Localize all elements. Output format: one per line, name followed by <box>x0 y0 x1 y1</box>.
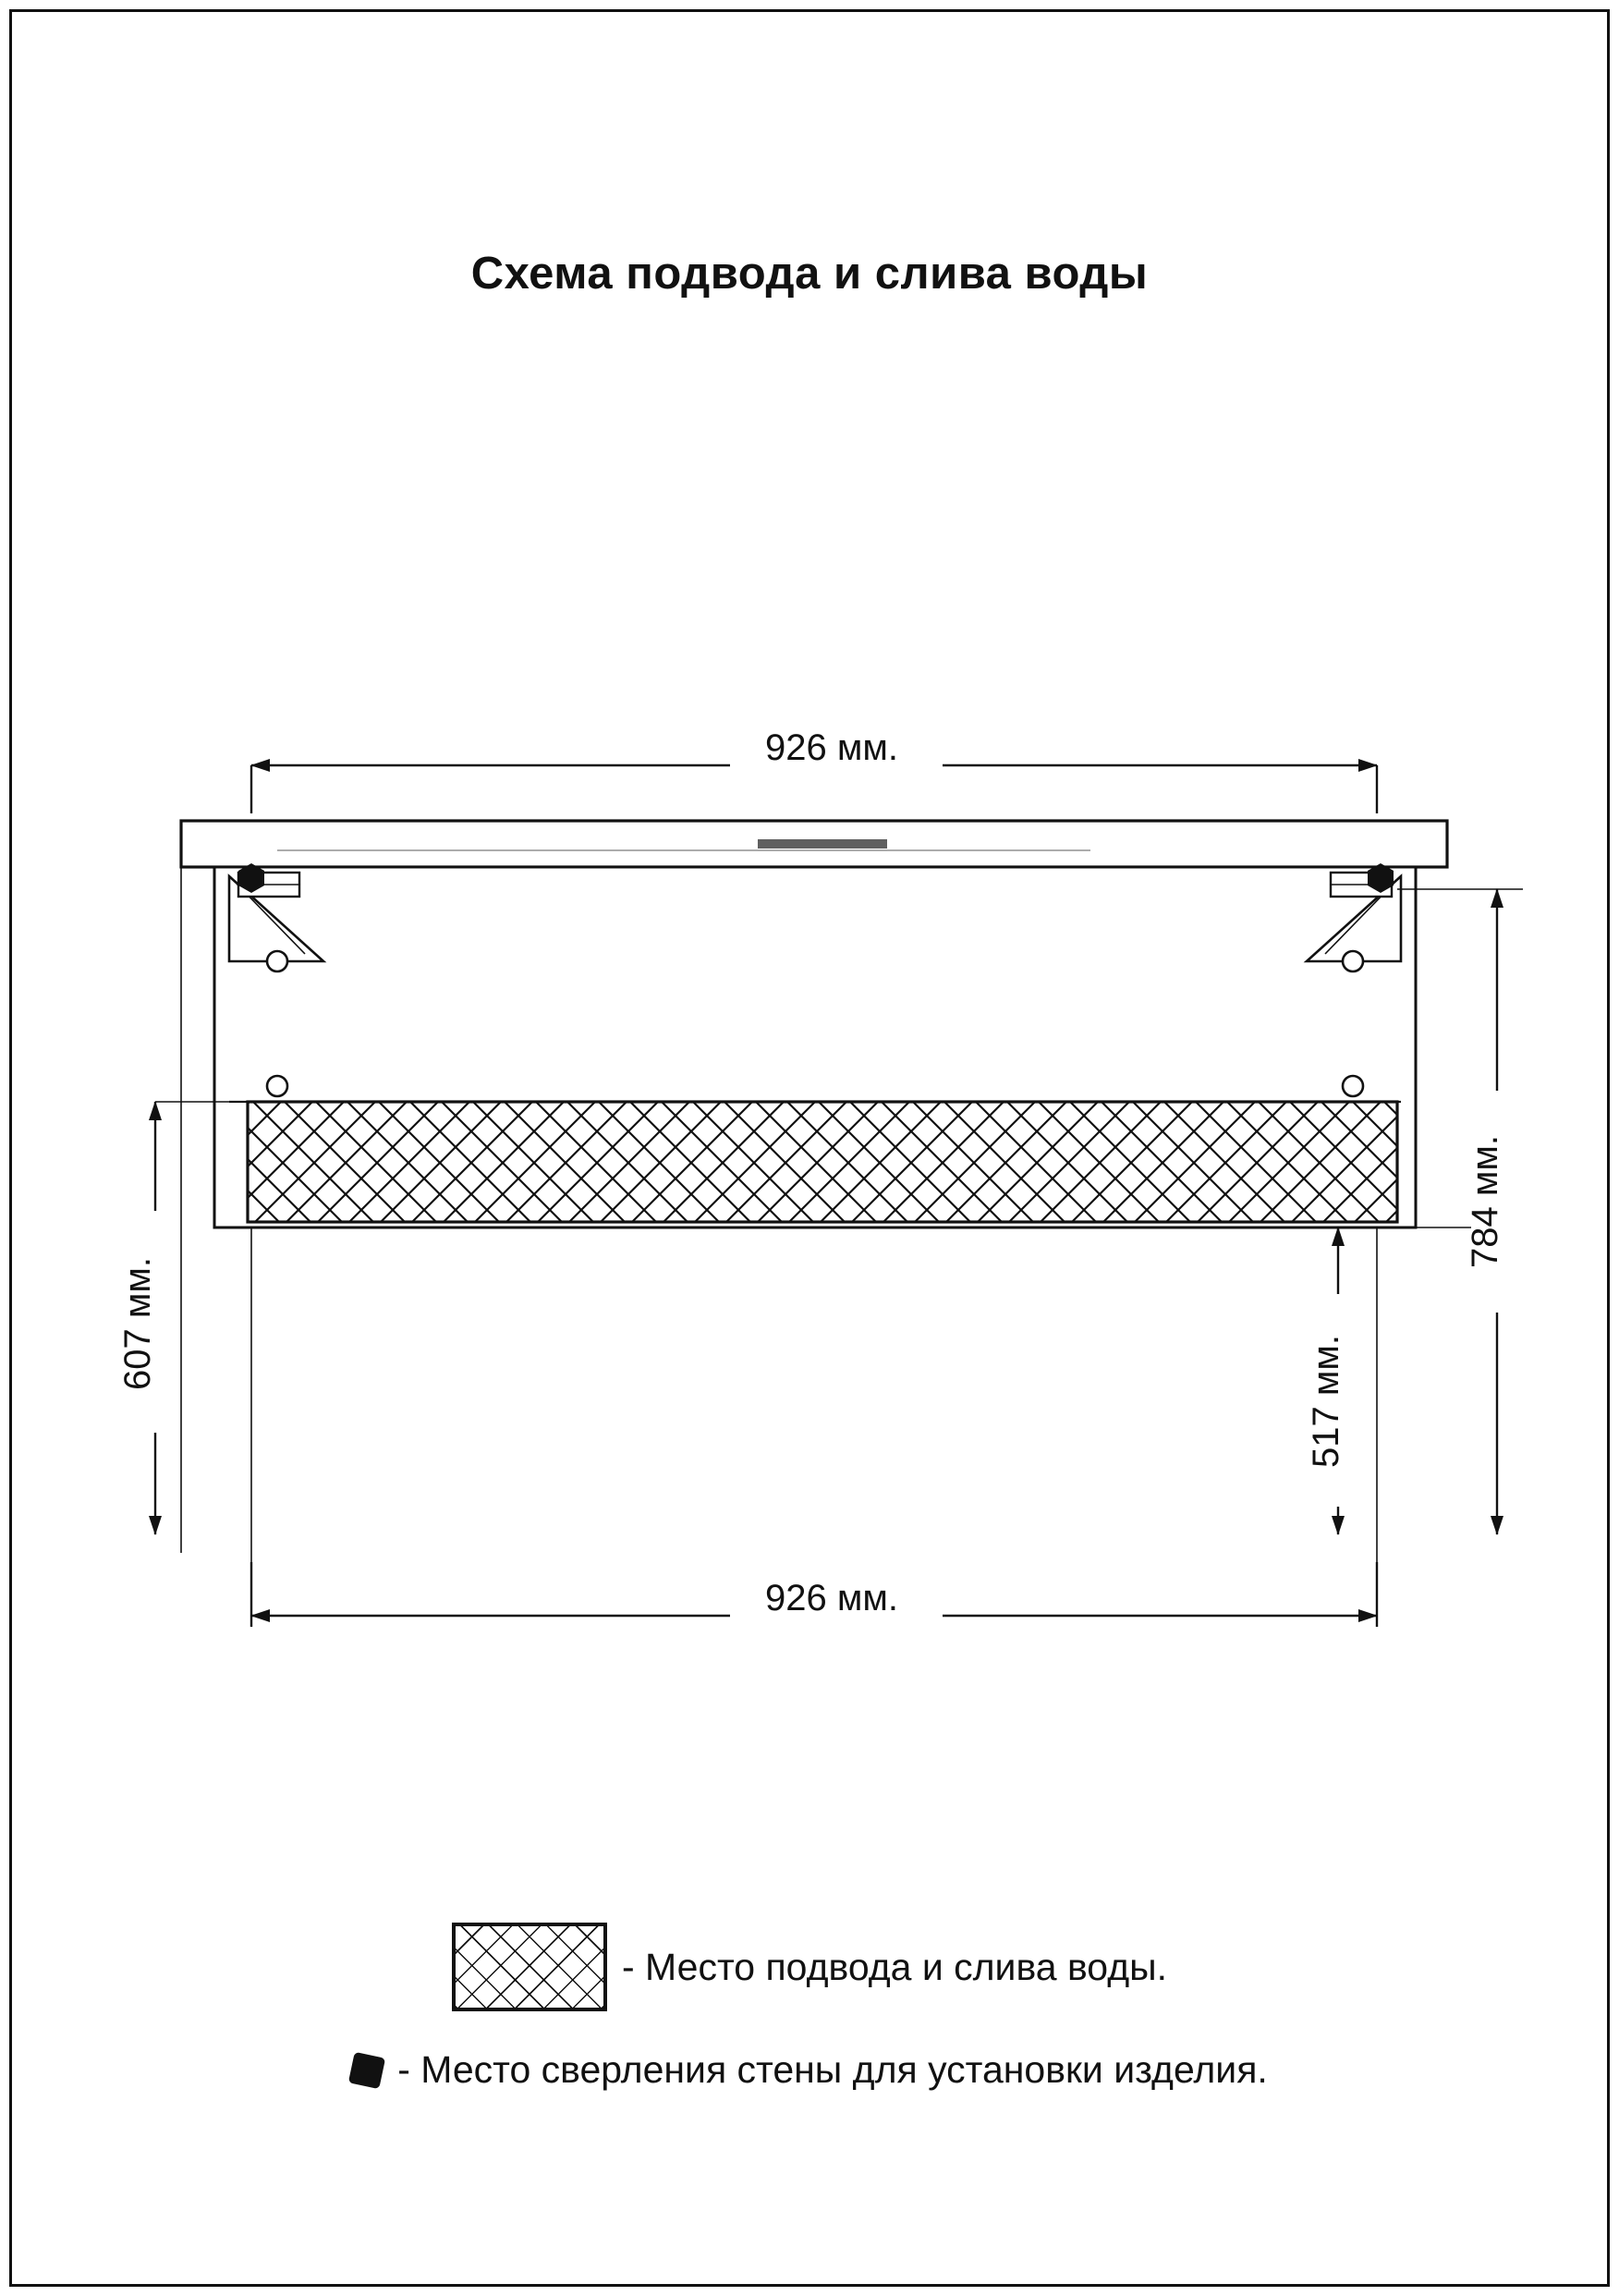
svg-text:607 мм.: 607 мм. <box>117 1257 158 1390</box>
countertop <box>181 821 1447 867</box>
dimension-inner-height <box>1306 1227 1358 1534</box>
svg-text:926 мм.: 926 мм. <box>765 727 898 768</box>
legend-item-water <box>0 1923 1619 2011</box>
drill-point-icon <box>348 2051 385 2088</box>
legend <box>0 1923 1619 2123</box>
svg-text:784 мм.: 784 мм. <box>1465 1135 1505 1268</box>
legend-item-drill-label: - Место сверления стены для установки изделия. <box>397 2048 1268 2091</box>
dimension-top-width <box>251 727 1377 813</box>
legend-item-drill <box>0 2048 1619 2092</box>
water-supply-zone <box>248 1102 1397 1222</box>
legend-item-water-label: - Место подвода и слива воды. <box>622 1945 1167 1988</box>
page-title: Схема подвода и слива воды <box>470 249 1149 299</box>
svg-text:517 мм.: 517 мм. <box>1306 1335 1346 1468</box>
dimension-right-height <box>1465 889 1517 1534</box>
hatch-rectangle-icon <box>452 1923 607 2011</box>
svg-text:926 мм.: 926 мм. <box>765 1578 898 1618</box>
dimension-left-height <box>117 1102 164 1534</box>
dimension-bottom-width <box>251 1562 1377 1627</box>
